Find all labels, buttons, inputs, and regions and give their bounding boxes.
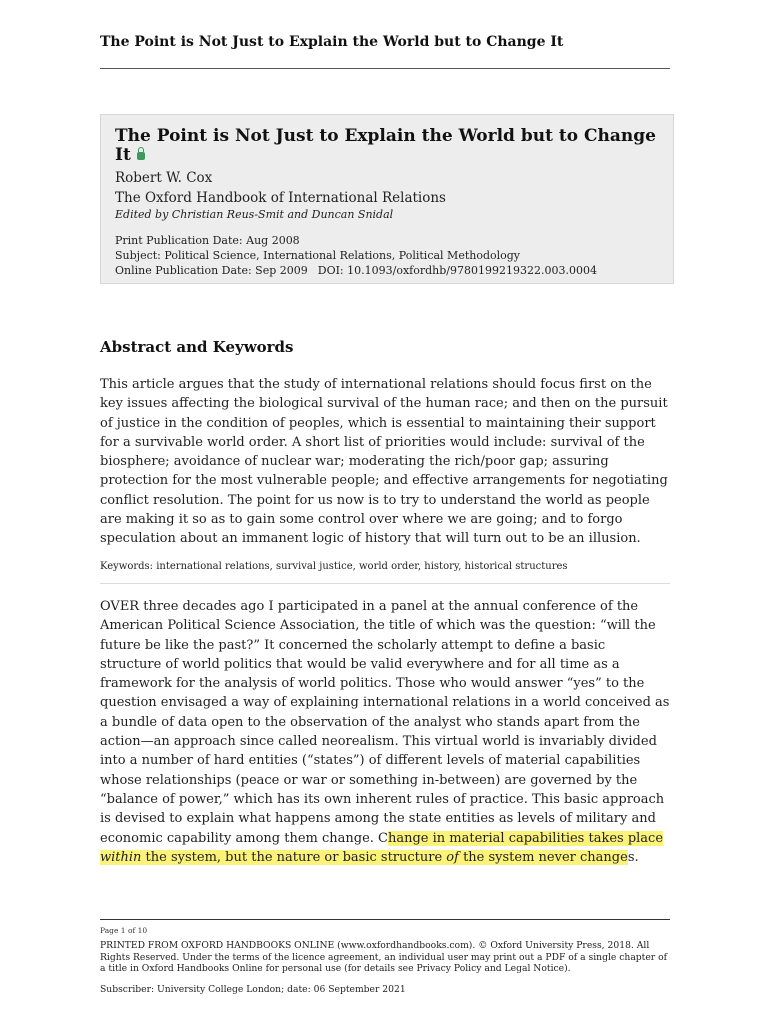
body-text-tail: s. [627,849,639,865]
print-pub-label: Print Publication Date: [115,234,243,247]
keywords-divider [100,583,670,584]
doi-label: DOI: [317,264,344,277]
subject-value: Political Science, International Relations, Political Methodology [164,249,521,262]
abstract-text: This article argues that the study of international relations should focus first on the key issues affecting the biological survival of the human race; and then on the pursuit of justice in the condition of peoples, which is essential to maintaining their support for a survivable world order. A short list of priorities would include: survival of the biosphere; avoidance of nuclear war; moderating the rich/poor gap; assuring protection for the most vulnerable people; and effective arrangements for negotiating conflict resolution. The point for us now is to try to understand the world as people are making it so as to gain some control over where we are going; and to forgo speculation about an immanent logic of history that will turn out to be an illusion. [100,377,668,547]
online-pub-label: Online Publication Date: [115,264,252,277]
open-access-lock-icon [137,152,145,160]
running-head: The Point is Not Just to Explain the World but to Change It [100,34,564,50]
subscriber-line: Subscriber: University College London; date: 06 September 2021 [100,984,406,995]
subject-label: Subject: [115,249,161,262]
article-title [115,127,663,165]
header-divider [100,68,670,69]
online-publication-line [115,263,663,278]
keywords-value: international relations, survival justice, world order, history, historical structures [156,561,568,572]
online-pub-date: Sep 2009 [255,264,308,277]
keywords [100,561,670,572]
editors: Edited by Christian Reus-Smit and Duncan Snidal [115,208,394,221]
subject-line [115,248,663,263]
hl-emphasis-of: of [446,849,459,865]
print-publication-line [115,233,663,248]
page-number: Page 1 of 10 [100,926,148,935]
metadata-box [100,114,674,284]
body-text: OVER three decades ago I participated in a panel at the annual conference of the American Political Science Association, the title of which was the question: “will the future be like the past?” It concerned the scholarly attempt to define a basic structure of world politics that would be valid everywhere and for all time as a framework for the analysis of world politics. Those who would answer “yes” to the question envisaged a way of explaining international relations in a world conceived as a bundle of data open to the observation of the analyst who stands apart from the action—an approach since called neorealism. This virtual world is invariably divided into a number of hard entities (“states”) of different levels of material capabilities whose relationships (peace or war or something in-between) are governed by the “balance of power,” which has its own inherent rules of practice. This basic approach is devised to explain what happens among the state entities as levels of military and economic capability among them change. C [100,599,670,846]
body-paragraph [100,597,670,867]
author: Robert W. Cox [115,170,213,186]
copyright-notice: PRINTED FROM OXFORD HANDBOOKS ONLINE (www.oxfordhandbooks.com). © Oxford University Press, 2018. All Rights Reserved. Under the terms of the licence agreement, an individual user may print out a PDF of a single chapter of a title in Oxford Handbooks Online for personal use (for details see Privacy Policy and Legal Notice). [100,940,668,975]
publication-info [115,233,663,278]
keywords-label: Keywords: [100,561,154,572]
book-title: The Oxford Handbook of International Relations [115,190,446,206]
print-pub-date: Aug 2008 [246,234,300,247]
footer-divider [100,919,670,920]
abstract-heading: Abstract and Keywords [100,338,294,356]
hl-emphasis-within: within [100,849,142,865]
article-title-text: The Point is Not Just to Explain the World but to Change It [115,126,656,165]
doi-value: 10.1093/oxfordhb/9780199219322.003.0004 [347,264,597,277]
hl-text-2: the system, but the nature or basic structure [141,849,447,865]
hl-text-3: the system never change [458,849,628,865]
hl-text-1: hange in material capabilities takes place [387,830,664,846]
